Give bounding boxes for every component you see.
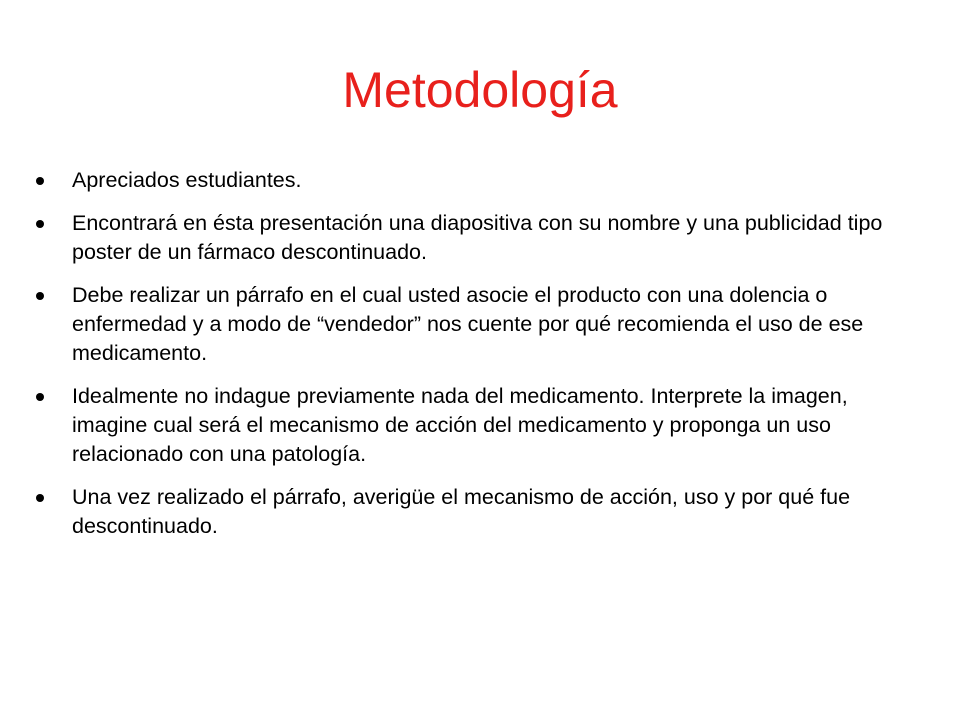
bullet-text: Encontrará en ésta presentación una diapositiva con su nombre y una publicidad tipo poster de un fármaco descontinuado.: [72, 211, 883, 264]
bullet-list: [36, 166, 916, 555]
bullet-dot-icon: [36, 177, 44, 185]
slide-title: Metodología: [342, 62, 618, 118]
bullet-text: Apreciados estudiantes.: [72, 168, 302, 192]
bullet-text: Idealmente no indague previamente nada del medicamento. Interprete la imagen, imagine cual será el mecanismo de acción del medicamento y proponga un uso relacionado con una patología.: [72, 384, 848, 466]
bullet-item: [36, 209, 916, 267]
bullet-dot-icon: [36, 220, 44, 228]
bullet-dot-icon: [36, 393, 44, 401]
bullet-text: Una vez realizado el párrafo, averigüe el mecanismo de acción, uso y por qué fue descontinuado.: [72, 485, 851, 538]
bullet-item: [36, 382, 916, 469]
bullet-dot-icon: [36, 292, 44, 300]
bullet-dot-icon: [36, 494, 44, 502]
bullet-item: [36, 166, 916, 195]
bullet-item: [36, 281, 916, 368]
bullet-text: Debe realizar un párrafo en el cual usted asocie el producto con una dolencia o enfermedad y a modo de “vendedor” nos cuente por qué recomienda el uso de ese medicamento.: [72, 283, 864, 365]
bullet-item: [36, 483, 916, 541]
